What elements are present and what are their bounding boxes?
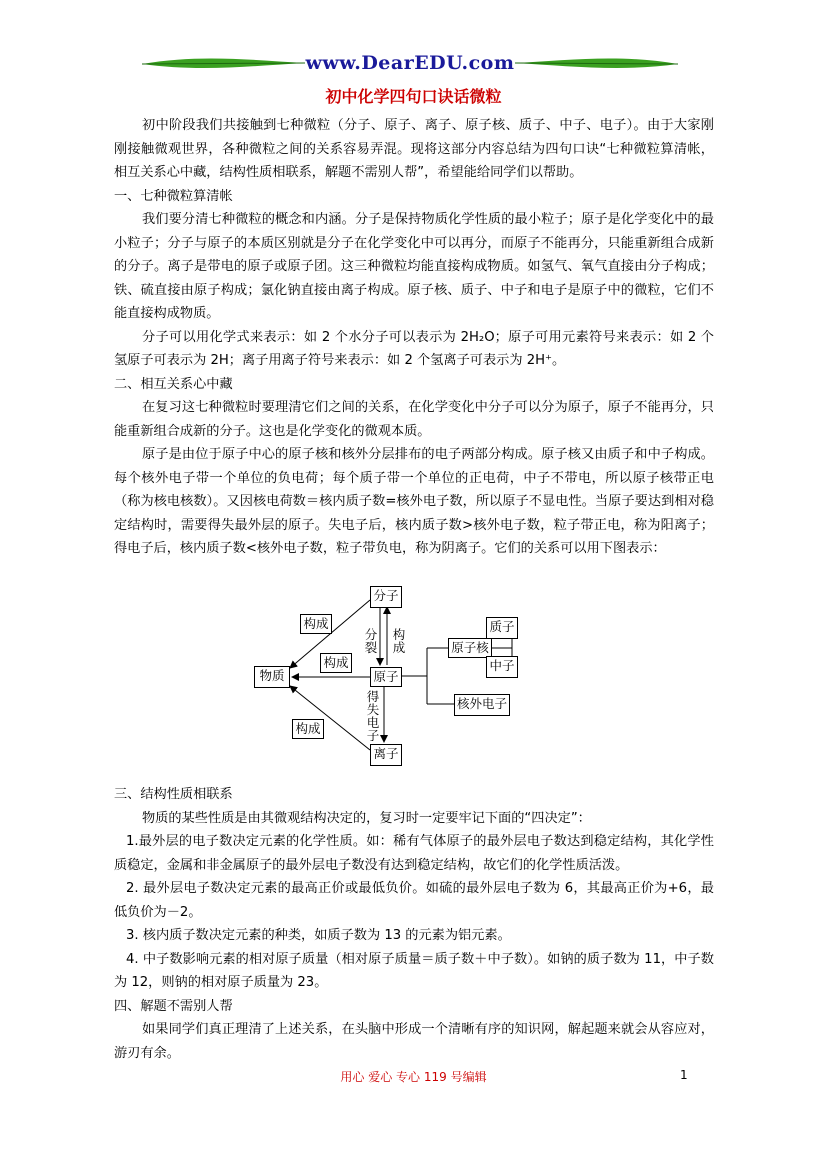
site-url[interactable]: www.DearEDU.com xyxy=(305,52,515,74)
list-item: 3. 核内质子数决定元素的种类，如质子数为 13 的元素为铝元素。 xyxy=(126,928,511,943)
list-item: 1.最外层的电子数决定元素的化学性质。如：稀有气体原子的最外层电子数达到稳定结构，其化学性质稳定，金属和非金属原子的最外层电子数没有达到稳定结构，故它们的化学性质活泼。 xyxy=(114,834,714,873)
page-title: 初中化学四句口诀话微粒 xyxy=(325,87,502,106)
electron-box: 核外电子 xyxy=(454,694,510,716)
list-item: 2. 最外层电子数决定元素的最高正价或最低负价。如硫的最外层电子数为 6，其最高正价为+6，最低负价为－2。 xyxy=(114,881,714,920)
section2-heading: 二、相互关系心中藏 xyxy=(114,376,233,392)
section2-paragraph2: 原子是由位于原子中心的原子核和核外分层排布的电子两部分构成。原子核又由质子和中子构成。每个核外电子带一个单位的负电荷；每个质子带一个单位的正电荷，中子不带电，所以原子核带正电（称为核电核数）。又因核电荷数＝核内质子数=核外电子数，所以原子不显电性。当原子要达到相对稳定结构时，需要得失最外层的原子。失电子后，核内质子数>核外电子数，粒子带正电，称为阳离子；得电子后，核内质子数<核外电子数，粒子带负电，称为阴离子。它们的关系可以用下图表示： xyxy=(114,447,714,556)
compose-label-1: 构成 xyxy=(300,614,332,634)
split-label: 分裂 xyxy=(364,627,378,655)
list-item: 4. 中子数影响元素的相对原子质量（相对原子质量＝质子数＋中子数）。如钠的质子数为 11，中子数为 12，则钠的相对原子质量为 23。 xyxy=(114,951,714,990)
matter-box: 物质 xyxy=(254,666,290,688)
section3-heading: 三、结构性质相联系 xyxy=(114,787,233,802)
particle-relationship-diagram xyxy=(250,580,520,775)
gain-loss-electron-label: 得失电子 xyxy=(366,689,380,743)
section1-paragraph2: 分子可以用化学式来表示：如 2 个水分子可以表示为 2H₂O；原子可用元素符号来表示：如 2 个氢原子可表示为 2H；离子用离子符号来表示：如 2 个氢离子可表示为 2H⁺。 xyxy=(114,329,714,368)
page-number: 1 xyxy=(680,1068,688,1082)
site-banner xyxy=(140,50,680,78)
compose-label-2: 构成 xyxy=(320,653,352,673)
atom-box: 原子 xyxy=(370,667,402,687)
intro-paragraph: 初中阶段我们共接触到七种微粒（分子、原子、离子、原子核、质子、中子、电子）。由于大家刚刚接触微观世界，各种微粒之间的关系容易弄混。现将这部分内容总结为四句口诀“七种微粒算清帐，相互关系心中藏，结构性质相联系，解题不需别人帮”，希望能给同学们以帮助。 xyxy=(114,118,714,180)
upper-text-block xyxy=(114,114,714,561)
section3-intro: 物质的某些性质是由其微观结构决定的，复习时一定要牢记下面的“四决定”： xyxy=(142,810,591,826)
section1-paragraph1: 我们要分清七种微粒的概念和内涵。分子是保持物质化学性质的最小粒子；原子是化学变化中的最小粒子；分子与原子的本质区别就是分子在化学变化中可以再分，而原子不能再分，只能重新组合成新的分子。离子是带电的原子或原子团。这三种微粒均能直接构成物质。如氢气、氧气直接由分子构成；铁、硫直接由原子构成；氯化钠直接由离子构成。原子核、质子、中子和电子是原子中的微粒，它们不能直接构成物质。 xyxy=(114,212,714,321)
neutron-box: 中子 xyxy=(486,656,518,678)
footer-note: 用心 爱心 专心 119 号编辑 xyxy=(340,1070,487,1084)
section1-heading: 一、七种微粒算清帐 xyxy=(114,188,233,204)
section2-paragraph1: 在复习这七种微粒时要理清它们之间的关系，在化学变化中分子可以分为原子，原子不能再分，只能重新组合成新的分子。这也是化学变化的微观本质。 xyxy=(114,400,714,439)
section4-paragraph: 如果同学们真正理清了上述关系，在头脑中形成一个清晰有序的知识网，解起题来就会从容应对，游刃有余。 xyxy=(114,1022,714,1061)
compose-label-3: 构成 xyxy=(292,719,324,739)
proton-box: 质子 xyxy=(486,617,518,639)
molecule-box: 分子 xyxy=(370,586,402,608)
ion-box: 离子 xyxy=(370,744,402,766)
lower-text-block xyxy=(114,783,714,1065)
section4-heading: 四、解题不需别人帮 xyxy=(114,998,233,1014)
form-label: 构成 xyxy=(392,627,406,655)
nucleus-box: 原子核 xyxy=(448,638,492,658)
